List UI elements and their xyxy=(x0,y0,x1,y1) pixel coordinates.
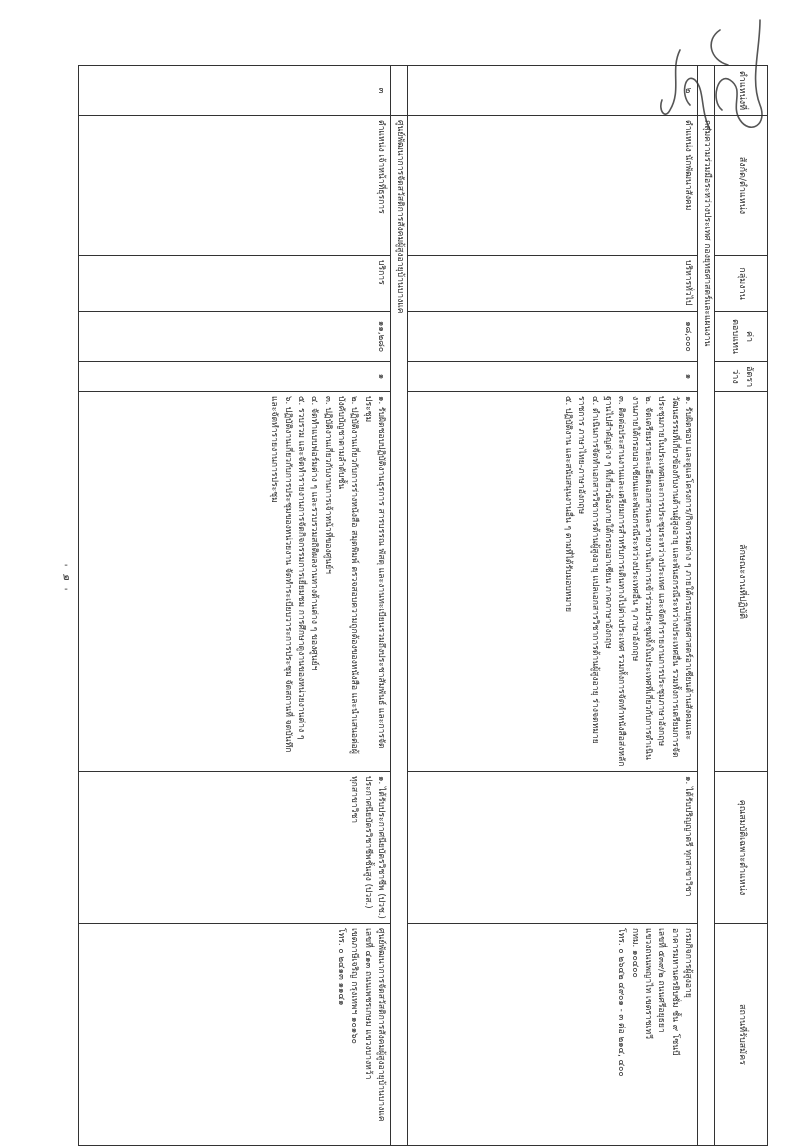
duty-item: ๔. จัดทำแบบฟอร์มต่าง ๆ และรวบรวมสถิติผลงานทางด้านต่าง ๆ ของศูนย์ฯ xyxy=(309,396,320,671)
place-line: กรมกิจการผู้สูงอายุ xyxy=(683,928,693,998)
header-vacancy: อัตราว่าง xyxy=(715,362,768,392)
section-title: กลุ่มความร่วมมือระหว่างประเทศ กองยุทธศาสตร์และแผนงาน xyxy=(698,116,715,1146)
place-line: โทร. ๐ ๒๖๔๒ ๔๙๐๑ - ๓ ต่อ ๒๑๔, ๔๐๐ xyxy=(616,928,627,1077)
work-group: บริหารทั่วไป xyxy=(408,256,698,312)
duty-item: ๒. จัดเตรียมรายละเอียดเอกสารและรายงานในการเข้าร่วมประชุมทั้งในประเทศที่เกี่ยวกับการดำเนินงานภายใต้กรอบอาเซียนและพันธกรณีระหว่างประเทศอื่น ๆ ภาษาอังกฤษ xyxy=(629,396,654,760)
duty-item: ๒. ปฏิบัติงานเกี่ยวกับการร่างหนังสือ สมุดพิมพ์ ตรวจสอบความถูกต้องของหนังสือ และนำเสนอต่อผู้บังคับบัญชาตามลำดับชั้น xyxy=(336,396,360,754)
compensation: ๑๘,๐๐๐ xyxy=(408,312,698,362)
place-line: กทม. ๑๐๔๐๐ xyxy=(629,928,640,978)
page-number: - ๒ - xyxy=(62,560,70,595)
position-title: ตำแหน่ง นักพัฒนาสังคม xyxy=(408,116,698,256)
place-line: อาคารมหานครยิบซั่ม ชั้น ๙ โซนบี xyxy=(669,928,680,1056)
header-department-position: สังกัด/ตำแหน่ง xyxy=(715,116,768,256)
qualification-item: ๑. ได้รับประกาศนียบัตรวิชาชีพ (ปวช.) ประกาศนียบัตรวิชาชีพชั้นสูง (ปวส.) ทุกสาขาวิชา xyxy=(349,776,386,919)
duties-cell xyxy=(408,392,698,772)
section-row xyxy=(391,66,408,1146)
section-spacer xyxy=(698,66,715,116)
qualifications-cell xyxy=(79,772,391,924)
place-line: เลขที่ ๕๓๙/๒ ถนนศรีอยุธยา xyxy=(656,928,667,1033)
section-title: ศูนย์พัฒนาการจัดสวัสดิการสังคมผู้สูงอายุบ้านบางแค xyxy=(391,116,408,1146)
place-line: แขวงถนนพญาไท เขตราชเทวี xyxy=(643,928,654,1040)
vacancy-count: ๑ xyxy=(79,362,391,392)
duty-item: ๖. ปฏิบัติงานเกี่ยวกับการประชุมของหน่วยงาน จัดทำระเบียบวาระการประชุม จัดสถานที่ จดบันทึกและจัดทำรายงานการประชุม xyxy=(269,396,293,753)
application-place-cell xyxy=(408,924,698,1146)
compensation: ๑๑,๒๘๐ xyxy=(79,312,391,362)
application-place-cell xyxy=(79,924,391,1146)
work-group: บริการ xyxy=(79,256,391,312)
duty-item: ๕. ปฏิบัติงาน และสนับสนุนงานอื่น ๆ ตามที่ได้รับมอบหมาย xyxy=(563,396,574,613)
section-row xyxy=(698,66,715,1146)
table-row xyxy=(408,66,698,1146)
header-compensation: ค่าตอบแทน xyxy=(715,312,768,362)
place-line: ศูนย์พัฒนาการจัดสวัสดิการสังคมผู้สูงอายุบ้านบางแค xyxy=(376,928,386,1122)
duties-cell xyxy=(79,392,391,772)
position-number: ๓ xyxy=(79,66,391,116)
position-table xyxy=(78,65,768,1146)
duty-item: ๓. ติดต่อประสานงานและเตรียมการสำหรับการเดินทางไปต่างประเทศ รวมทั้งการจัดทำหนังสือส่งหลักฐานไปสำคัญต่าง ๆ ที่เกี่ยวข้องภายใต้กรอบอาเซียน ภาคภาษาอังกฤษ xyxy=(603,396,627,767)
table-header-row xyxy=(715,66,768,1146)
section-spacer xyxy=(391,66,408,116)
place-line: เขตภาษีเจริญ กรุงเทพฯ ๑๐๑๖๐ xyxy=(349,928,360,1044)
duty-item: ๑. รับผิดชอบ และดูแลโครงการ/กิจกรรมต่าง ๆ ภายใต้กรอบยุทธศาสตร์อาเซียนด้านสังคมและวัฒนธรรมที่เกี่ยวข้องกับงานด้านผู้สูงอายุ และพันธกรณีระหว่างประเทศอื่น รวมทั้งการเตรียมการจัดประชุมภายในประเทศและการประชุมระหว่างประเทศ และจัดทำรายงานการประชุมภาษาอังกฤษ xyxy=(656,396,693,758)
vacancy-count: ๑ xyxy=(408,362,698,392)
table-row xyxy=(79,66,391,1146)
position-number: ๒ xyxy=(408,66,698,116)
header-position-number: ตำแหน่งที่ xyxy=(715,66,768,116)
qualification-item: ๑. ได้รับปริญญาตรี ทุกสาขาวิชา xyxy=(683,776,693,897)
place-line: โทร. ๐ ๒๔๑๓ ๑๑๔๑ xyxy=(336,928,347,1006)
duty-item: ๔. ดำเนินการจัดทำเอกสารวิชาการด้านผู้สูงอายุ แปลเอกสารวิชาการด้านผู้สูงอายุ ร่างจดหมายราชการ ภาษาไทย-ภาษาอังกฤษ xyxy=(576,396,600,744)
place-line: เลขที่ ๔๑๓ ถนนเพชรเกษม แขวงบางหว้า xyxy=(362,928,373,1080)
position-title: ตำแหน่ง เจ้าหน้าที่ธุรการ xyxy=(79,116,391,256)
duty-item: ๑. รับผิดชอบปฏิบัติงานธุรการ สารบรรณ พัสดุ และงานทะเบียนรวมถึงประชาสัมพันธ์ และการจัดประชุม xyxy=(362,396,386,749)
qualifications-cell xyxy=(408,772,698,924)
header-duties: ลักษณะงานที่ปฏิบัติ xyxy=(715,392,768,772)
header-application-place: สถานที่รับสมัคร xyxy=(715,924,768,1146)
header-qualifications: คุณสมบัติเฉพาะตำแหน่ง xyxy=(715,772,768,924)
rotated-table-container xyxy=(78,65,768,1145)
duty-item: ๕. รวบรวม และจัดทำรายงานการจัดกิจกรรมการเยี่ยมชม การศึกษาดูงานของหน่วยงานต่าง ๆ xyxy=(296,396,307,740)
header-work-group: กลุ่มงาน xyxy=(715,256,768,312)
duty-item: ๓. ปฏิบัติงานเกี่ยวกับงานการเจ้าหน้าที่ของศูนย์ฯ xyxy=(322,396,333,574)
